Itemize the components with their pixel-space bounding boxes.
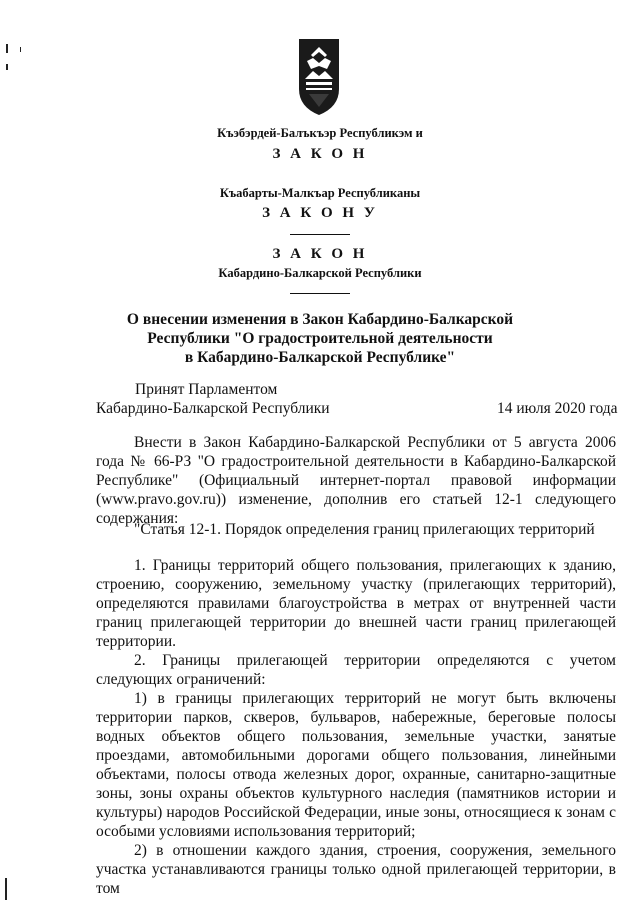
divider <box>290 293 350 294</box>
divider <box>290 234 350 235</box>
paragraph-3: 1) в границы прилегающих территорий не могут быть включены территории парков, скверов, бульваров, набережные, береговые полосы водных объектов общего пользования, земельные участки, занятые проездами, автомобильными дорогами общего пользования, линейными объектами, полосы отвода железных дорог, охранные, санитарно-защитные зоны, зоны охраны объектов культурного наследия (памятников истории и культуры) народов Российской Федерации, иные зоны, относящиеся к зонам с особыми условиями использования территорий; <box>96 690 616 840</box>
article-heading-text: "Статья 12-1. Порядок определения границ прилегающих территорий <box>134 521 595 538</box>
kbd-law-label: З А К О Н <box>272 146 368 162</box>
scan-mark <box>20 47 21 52</box>
intro-text: Внести в Закон Кабардино-Балкарской Республики от 5 августа 2006 года № 66-РЗ "О градостроительной деятельности в Кабардино-Балкарской Республике" (Официальный интернет-портал правовой информации (www.pravo.gov.ru)) изменение, дополнив его статьей 12-1 следующего содержания: <box>96 434 616 527</box>
adoption-line-2: Кабардино-Балкарской Республики <box>96 400 330 417</box>
ru-republic-line: Кабардино-Балкарской Республики <box>218 266 422 280</box>
law-title-line-1: О внесении изменения в Закон Кабардино-Балкарской <box>126 311 514 328</box>
paragraph-2: 2. Границы прилегающей территории определяются с учетом следующих ограничений: <box>96 652 616 688</box>
article-heading <box>96 520 616 539</box>
paragraph-4: 2) в отношении каждого здания, строения, сооружения, земельного участка устанавливаются границы только одной прилегающей территории, в том <box>96 842 616 897</box>
scan-mark <box>6 44 8 53</box>
article-body <box>96 556 616 898</box>
adoption-line-1: Принят Парламентом <box>135 381 278 398</box>
kbd-republic-line: Къэбэрдей-Балъкъэр Республикэм и <box>217 126 423 140</box>
scan-mark <box>5 878 7 900</box>
intro-paragraph <box>96 433 616 528</box>
ru-law-label: З А К О Н <box>272 246 368 262</box>
scan-mark <box>6 64 8 70</box>
adoption-date: 14 июля 2020 года <box>497 400 618 417</box>
coat-of-arms-icon <box>297 37 341 117</box>
krc-law-label: З А К О Н У <box>262 205 378 221</box>
law-title-line-2: Республики "О градостроительной деятельности <box>147 330 493 347</box>
paragraph-1: 1. Границы территорий общего пользования, прилегающих к зданию, строению, сооружению, земельному участку (прилегающих территорий), определяются правилами благоустройства в метрах от внутренней части границ прилегающей территории до внешней части границ прилегающей территории. <box>96 557 616 650</box>
krc-republic-line: Къабарты-Малкъар Республиканы <box>219 186 421 200</box>
law-title-line-3: в Кабардино-Балкарской Республике" <box>184 349 456 366</box>
